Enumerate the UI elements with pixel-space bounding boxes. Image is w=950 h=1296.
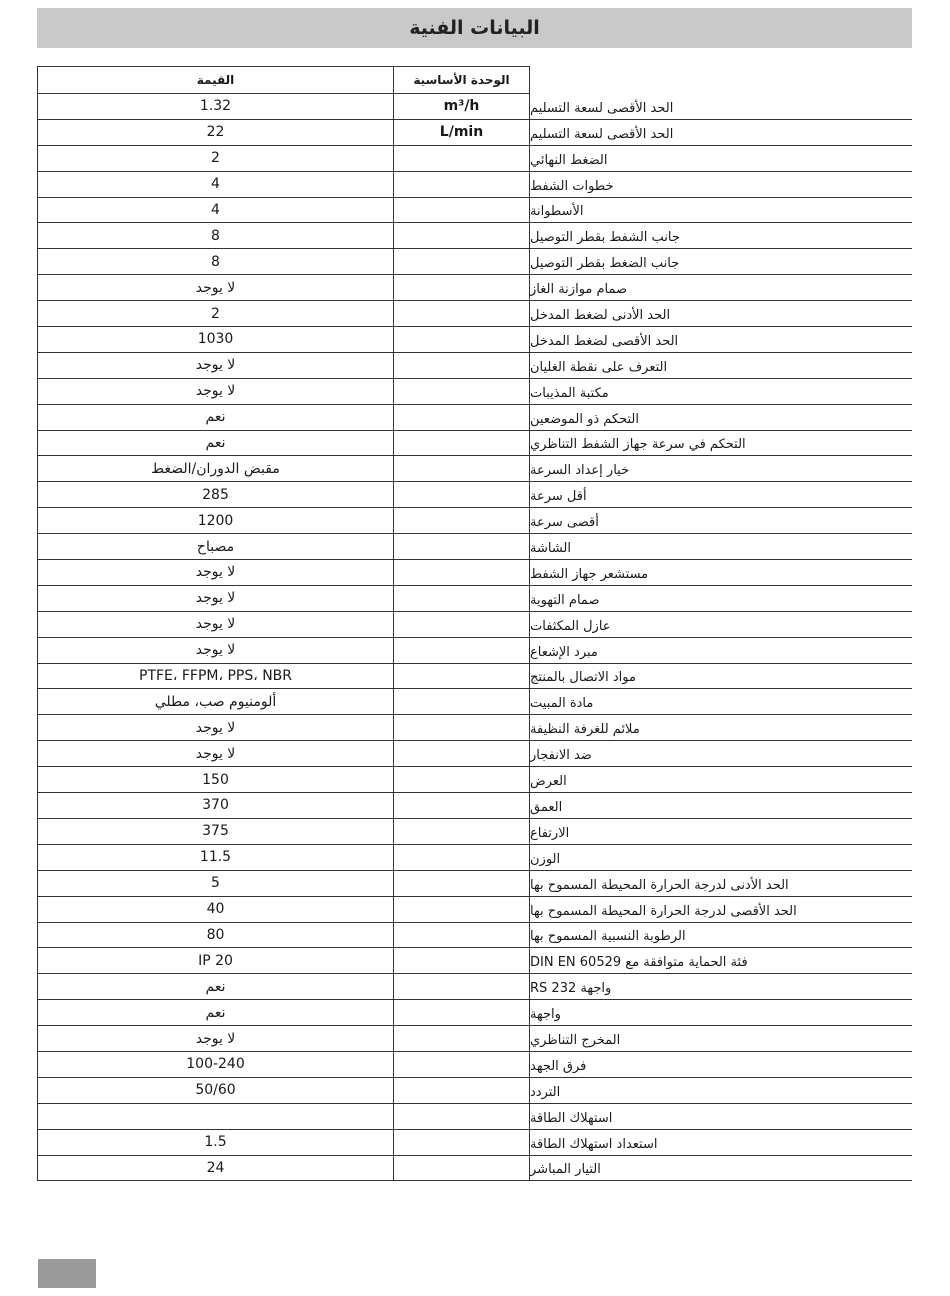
row-label: مكتبة المذيبات bbox=[530, 379, 912, 405]
table-row bbox=[37, 172, 912, 198]
row-value: مقبض الدوران/الضغط bbox=[37, 456, 393, 482]
row-unit bbox=[393, 1026, 530, 1052]
row-unit bbox=[393, 508, 530, 534]
table-row bbox=[37, 715, 912, 741]
table-row bbox=[37, 560, 912, 586]
row-unit bbox=[393, 767, 530, 793]
row-value: 22 bbox=[37, 120, 393, 146]
row-value: 285 bbox=[37, 482, 393, 508]
row-value: لا يوجد bbox=[37, 741, 393, 767]
table-row bbox=[37, 689, 912, 715]
row-label: عازل المكثفات bbox=[530, 612, 912, 638]
row-label: المخرج التناظري bbox=[530, 1026, 912, 1052]
table-row bbox=[37, 741, 912, 767]
row-unit bbox=[393, 923, 530, 949]
row-label: الحد الأقصى لسعة التسليم bbox=[530, 94, 912, 120]
row-label: التردد bbox=[530, 1078, 912, 1104]
row-label: استهلاك الطاقة bbox=[530, 1104, 912, 1130]
row-unit bbox=[393, 948, 530, 974]
row-value: ألومنيوم صب، مطلي bbox=[37, 689, 393, 715]
row-unit bbox=[393, 275, 530, 301]
row-value: مصباح bbox=[37, 534, 393, 560]
row-label: واجهة RS 232 bbox=[530, 974, 912, 1000]
row-unit bbox=[393, 741, 530, 767]
row-unit bbox=[393, 198, 530, 224]
row-value bbox=[37, 1104, 393, 1130]
row-value: 1.5 bbox=[37, 1130, 393, 1156]
table-row bbox=[37, 1052, 912, 1078]
table-row bbox=[37, 94, 912, 120]
row-unit bbox=[393, 172, 530, 198]
row-unit bbox=[393, 664, 530, 690]
row-unit bbox=[393, 871, 530, 897]
table-row bbox=[37, 431, 912, 457]
row-unit: m³/h bbox=[393, 94, 530, 120]
table-row bbox=[37, 1156, 912, 1182]
row-value: لا يوجد bbox=[37, 1026, 393, 1052]
row-unit bbox=[393, 897, 530, 923]
table-row bbox=[37, 405, 912, 431]
row-label: صمام موازنة الغاز bbox=[530, 275, 912, 301]
row-unit bbox=[393, 327, 530, 353]
table-row bbox=[37, 767, 912, 793]
row-value: 50/60 bbox=[37, 1078, 393, 1104]
row-value: 1.32 bbox=[37, 94, 393, 120]
row-value: 8 bbox=[37, 223, 393, 249]
row-value: 100-240 bbox=[37, 1052, 393, 1078]
page-number-tab bbox=[38, 1259, 96, 1288]
row-label: التحكم ذو الموضعين bbox=[530, 405, 912, 431]
table-row bbox=[37, 1130, 912, 1156]
table-header bbox=[37, 66, 912, 94]
table-row bbox=[37, 897, 912, 923]
table-row bbox=[37, 120, 912, 146]
row-unit bbox=[393, 249, 530, 275]
page-title: البيانات الفنية bbox=[409, 17, 540, 39]
row-unit bbox=[393, 379, 530, 405]
row-value: PTFE، FFPM، PPS، NBR bbox=[37, 664, 393, 690]
row-value: 4 bbox=[37, 172, 393, 198]
row-value: 5 bbox=[37, 871, 393, 897]
row-value: 11.5 bbox=[37, 845, 393, 871]
row-value: 150 bbox=[37, 767, 393, 793]
table-row bbox=[37, 664, 912, 690]
table-row bbox=[37, 275, 912, 301]
row-unit bbox=[393, 1104, 530, 1130]
row-value: 40 bbox=[37, 897, 393, 923]
row-unit bbox=[393, 1156, 530, 1182]
row-unit bbox=[393, 353, 530, 379]
row-value: 370 bbox=[37, 793, 393, 819]
row-label: الحد الأقصى لدرجة الحرارة المحيطة المسموح بها bbox=[530, 897, 912, 923]
table-row bbox=[37, 1000, 912, 1026]
row-label: العمق bbox=[530, 793, 912, 819]
technical-data-table bbox=[37, 66, 912, 1181]
row-label: الضغط النهائي bbox=[530, 146, 912, 172]
row-label: الشاشة bbox=[530, 534, 912, 560]
row-unit bbox=[393, 146, 530, 172]
row-label: واجهة bbox=[530, 1000, 912, 1026]
table-row bbox=[37, 198, 912, 224]
row-label: الوزن bbox=[530, 845, 912, 871]
table-row bbox=[37, 482, 912, 508]
table-row bbox=[37, 508, 912, 534]
row-value: 24 bbox=[37, 1156, 393, 1182]
row-value: نعم bbox=[37, 974, 393, 1000]
row-label: ضد الانفجار bbox=[530, 741, 912, 767]
row-unit bbox=[393, 1052, 530, 1078]
row-value: 8 bbox=[37, 249, 393, 275]
table-row bbox=[37, 327, 912, 353]
table-row bbox=[37, 1026, 912, 1052]
row-value: لا يوجد bbox=[37, 612, 393, 638]
row-unit bbox=[393, 974, 530, 1000]
row-label: التعرف على نقطة الغليان bbox=[530, 353, 912, 379]
row-unit bbox=[393, 793, 530, 819]
row-label: مادة المبيت bbox=[530, 689, 912, 715]
row-unit bbox=[393, 431, 530, 457]
table-row bbox=[37, 456, 912, 482]
row-label: الحد الأدنى لضغط المدخل bbox=[530, 301, 912, 327]
row-label: العرض bbox=[530, 767, 912, 793]
row-value: لا يوجد bbox=[37, 560, 393, 586]
row-value: 4 bbox=[37, 198, 393, 224]
table-row bbox=[37, 819, 912, 845]
row-unit bbox=[393, 223, 530, 249]
row-label: الرطوبة النسبية المسموح بها bbox=[530, 923, 912, 949]
row-unit bbox=[393, 1000, 530, 1026]
row-value: 375 bbox=[37, 819, 393, 845]
row-value: 2 bbox=[37, 301, 393, 327]
row-unit bbox=[393, 482, 530, 508]
row-value: لا يوجد bbox=[37, 715, 393, 741]
row-label: الحد الأدنى لدرجة الحرارة المحيطة المسموح بها bbox=[530, 871, 912, 897]
row-unit bbox=[393, 456, 530, 482]
row-label: مواد الاتصال بالمنتج bbox=[530, 664, 912, 690]
table-row bbox=[37, 1104, 912, 1130]
row-unit bbox=[393, 405, 530, 431]
row-unit bbox=[393, 845, 530, 871]
row-label: جانب الضغط بقطر التوصيل bbox=[530, 249, 912, 275]
row-label: التحكم في سرعة جهاز الشفط التناظري bbox=[530, 431, 912, 457]
row-value: 1030 bbox=[37, 327, 393, 353]
row-label: الحد الأقصى لسعة التسليم bbox=[530, 120, 912, 146]
row-value: لا يوجد bbox=[37, 353, 393, 379]
header-value: القيمة bbox=[37, 66, 393, 94]
row-unit bbox=[393, 1130, 530, 1156]
header-label-blank bbox=[530, 66, 912, 94]
row-label: صمام التهوية bbox=[530, 586, 912, 612]
row-label: جانب الشفط بقطر التوصيل bbox=[530, 223, 912, 249]
row-label: استعداد استهلاك الطاقة bbox=[530, 1130, 912, 1156]
table-row bbox=[37, 974, 912, 1000]
title-bar bbox=[37, 8, 912, 48]
row-unit bbox=[393, 301, 530, 327]
table-row bbox=[37, 923, 912, 949]
row-unit bbox=[393, 1078, 530, 1104]
table-row bbox=[37, 871, 912, 897]
row-label: خطوات الشفط bbox=[530, 172, 912, 198]
row-label: الحد الأقصى لضغط المدخل bbox=[530, 327, 912, 353]
table-row bbox=[37, 1078, 912, 1104]
table-row bbox=[37, 249, 912, 275]
row-unit bbox=[393, 586, 530, 612]
row-label: مستشعر جهاز الشفط bbox=[530, 560, 912, 586]
table-row bbox=[37, 379, 912, 405]
row-value: لا يوجد bbox=[37, 275, 393, 301]
row-value: لا يوجد bbox=[37, 379, 393, 405]
row-unit bbox=[393, 560, 530, 586]
row-value: 1200 bbox=[37, 508, 393, 534]
table-row bbox=[37, 612, 912, 638]
row-value: لا يوجد bbox=[37, 586, 393, 612]
table-row bbox=[37, 534, 912, 560]
row-label: مبرد الإشعاع bbox=[530, 638, 912, 664]
header-unit: الوحدة الأساسية bbox=[393, 66, 530, 94]
row-label: التيار المباشر bbox=[530, 1156, 912, 1182]
row-value: نعم bbox=[37, 431, 393, 457]
row-label: الأسطوانة bbox=[530, 198, 912, 224]
row-label: خيار إعداد السرعة bbox=[530, 456, 912, 482]
table-row bbox=[37, 353, 912, 379]
row-label: أقل سرعة bbox=[530, 482, 912, 508]
row-label: أقصى سرعة bbox=[530, 508, 912, 534]
table-row bbox=[37, 301, 912, 327]
table-row bbox=[37, 586, 912, 612]
row-value: IP 20 bbox=[37, 948, 393, 974]
row-unit bbox=[393, 638, 530, 664]
row-unit bbox=[393, 715, 530, 741]
row-label: الارتفاع bbox=[530, 819, 912, 845]
row-label: فئة الحماية متوافقة مع DIN EN 60529 bbox=[530, 948, 912, 974]
row-label: ملائم للغرفة النظيفة bbox=[530, 715, 912, 741]
row-unit bbox=[393, 612, 530, 638]
row-label: فرق الجهد bbox=[530, 1052, 912, 1078]
row-unit bbox=[393, 689, 530, 715]
table-row bbox=[37, 793, 912, 819]
row-value: نعم bbox=[37, 405, 393, 431]
row-value: لا يوجد bbox=[37, 638, 393, 664]
row-unit bbox=[393, 819, 530, 845]
row-value: نعم bbox=[37, 1000, 393, 1026]
row-value: 80 bbox=[37, 923, 393, 949]
table-row bbox=[37, 638, 912, 664]
row-unit: L/min bbox=[393, 120, 530, 146]
table-row bbox=[37, 845, 912, 871]
table-row bbox=[37, 948, 912, 974]
table-row bbox=[37, 223, 912, 249]
row-value: 2 bbox=[37, 146, 393, 172]
table-row bbox=[37, 146, 912, 172]
row-unit bbox=[393, 534, 530, 560]
